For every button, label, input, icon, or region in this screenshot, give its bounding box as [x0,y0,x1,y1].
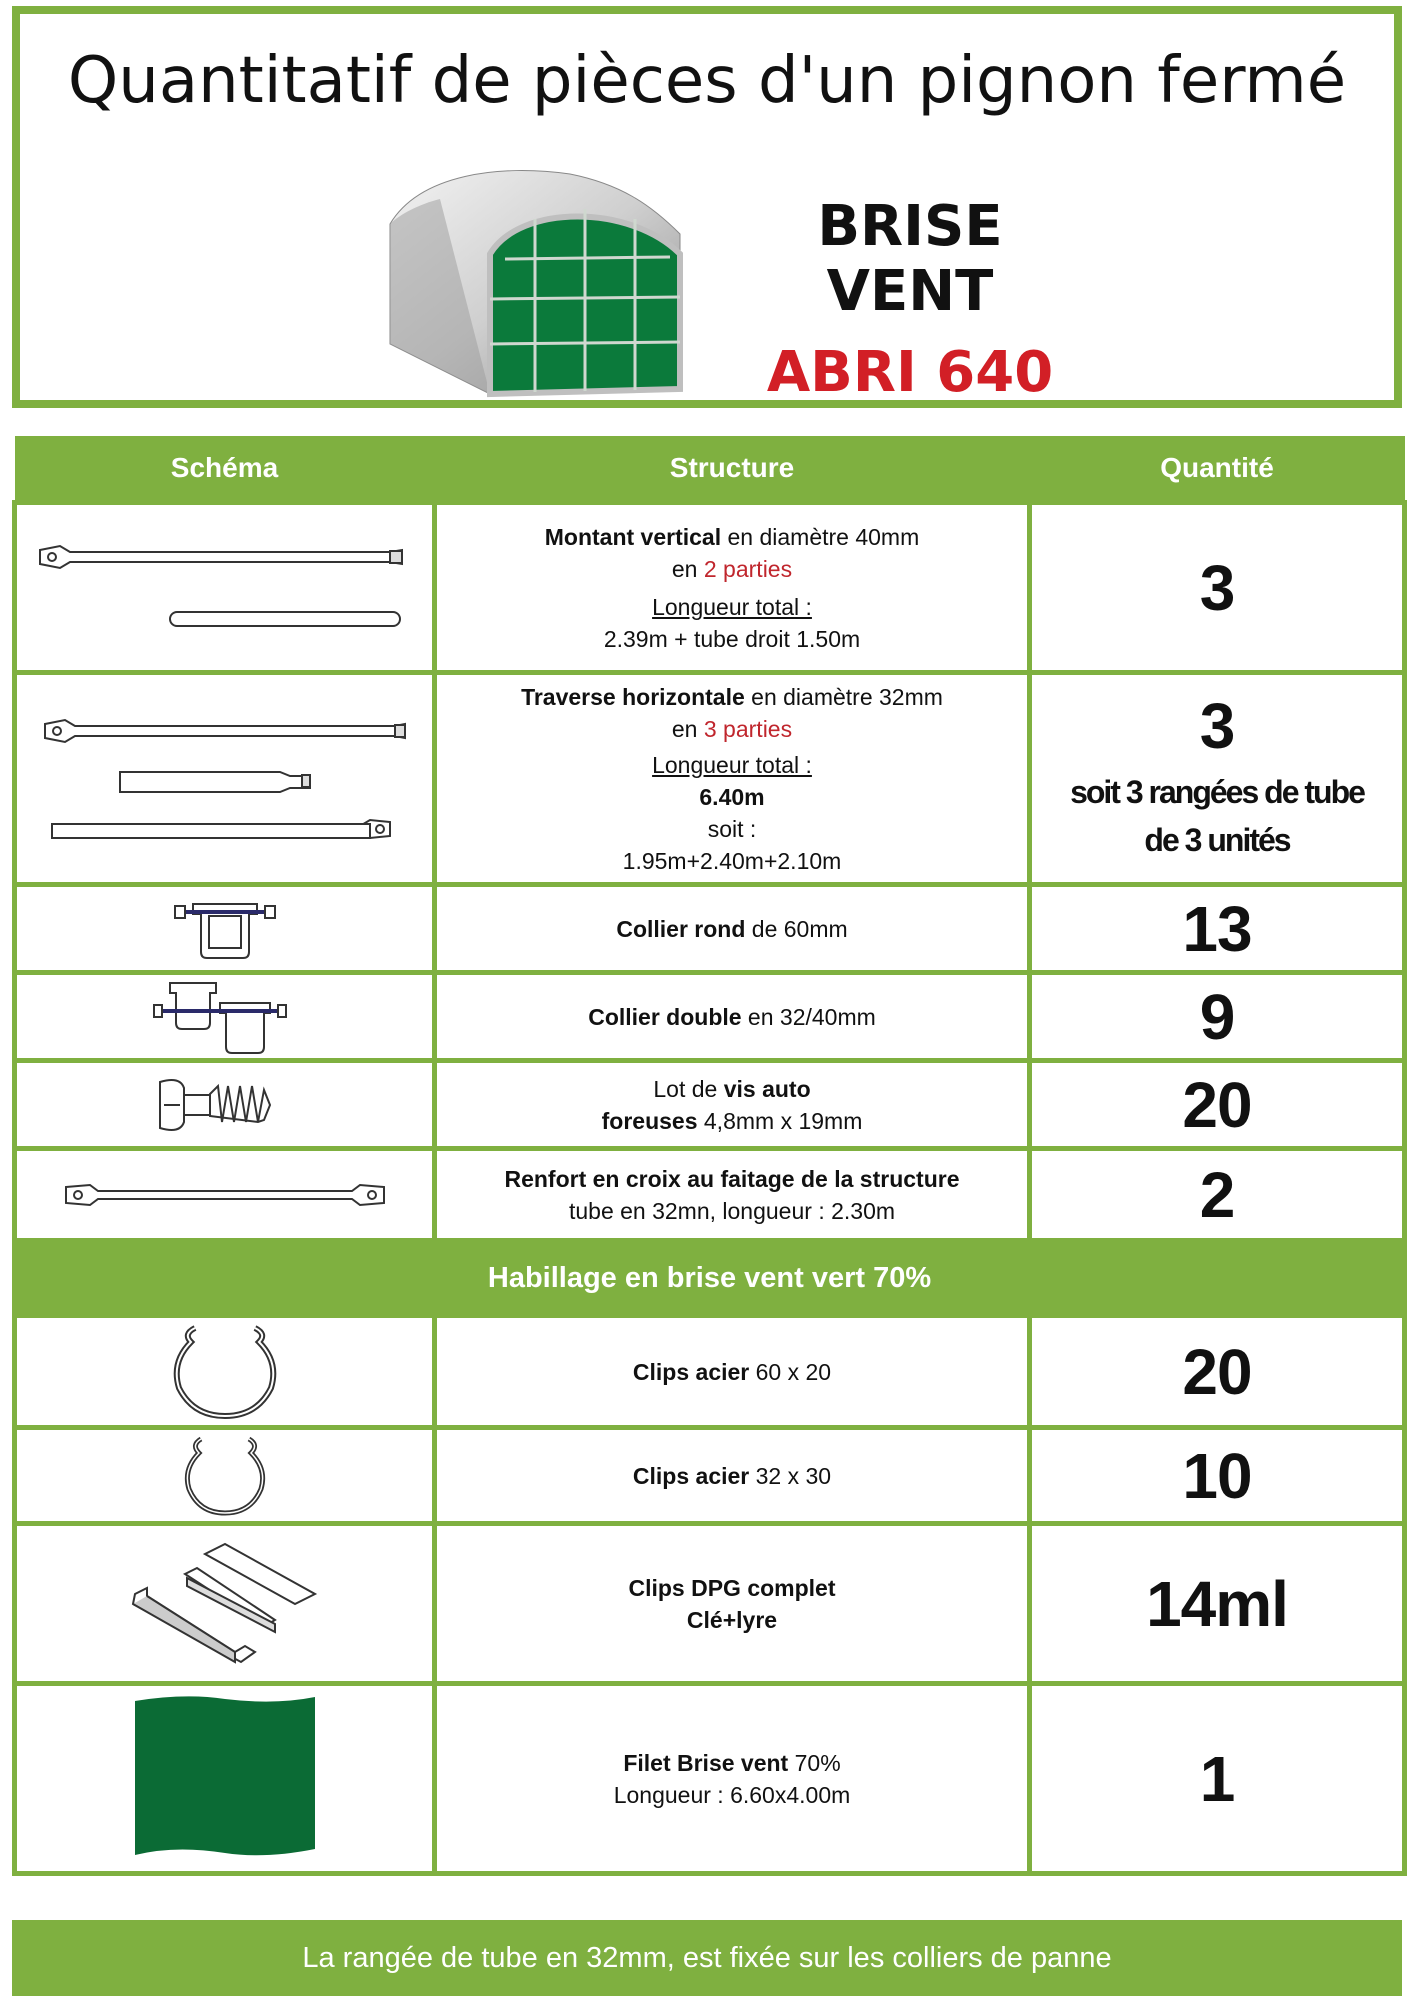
table-row [15,1524,1405,1684]
structure-cell [435,1061,1030,1149]
schema-cell [15,1316,435,1428]
quantity-value: 2 [1199,1158,1235,1231]
row-bold: Collier double [588,1003,742,1030]
row-text: de 60mm [745,915,848,942]
quantity-cell [1030,1149,1405,1241]
schema-cell [15,1684,435,1874]
row-line2-bold: Clé+lyre [686,1606,778,1633]
header-quantity: Quantité [1030,436,1405,503]
cross-brace-icon [60,1175,390,1215]
section-row [15,1241,1405,1316]
quantity-cell [1030,1524,1405,1684]
row-line4: 2.39m + tube droit 1.50m [603,625,861,652]
round-clamp-icon [165,894,285,964]
row-line2-red: 2 parties [703,555,793,582]
row-text: en diamètre 40mm [721,523,920,550]
steel-clip-small-icon [175,1433,275,1519]
schema-cell [15,503,435,673]
structure-cell [435,1684,1030,1874]
row-line1-pre: Lot de [653,1075,724,1102]
quantity-note-1: soit 3 rangées de tube [1070,773,1364,810]
quantity-value: 13 [1182,892,1252,965]
table-header-row [15,436,1405,503]
row-line2-red: 3 parties [703,715,793,742]
quantity-note-2: de 3 unités [1144,821,1290,858]
page-title: Quantitatif de pièces d'un pignon fermé [67,44,1347,118]
quantity-cell [1030,503,1405,673]
table-row [15,973,1405,1061]
row-line6: 1.95m+2.40m+2.10m [622,847,842,874]
structure-cell [435,1149,1030,1241]
brand-line1: BRISE VENT [817,194,1003,324]
structure-cell [435,1428,1030,1524]
footer-note: La rangée de tube en 32mm, est fixée sur les colliers de panne [12,1920,1402,1996]
structure-cell [435,973,1030,1061]
structure-cell [435,1524,1030,1684]
quantity-value: 9 [1199,980,1235,1053]
quantity-value: 10 [1182,1439,1252,1512]
quantity-cell [1030,1428,1405,1524]
row-line4: 6.40m [699,783,765,810]
structure-cell [435,1316,1030,1428]
row-text: en diamètre 32mm [744,683,943,710]
row-bold: Clips acier [632,1358,750,1385]
header-panel [12,6,1402,408]
row-line2: tube en 32mn, longueur : 2.30m [568,1197,896,1224]
brand-line2: ABRI 640 [766,340,1054,405]
quantity-cell [1030,1316,1405,1428]
row-line1-bold: Filet Brise vent [623,1749,789,1776]
parts-table [12,436,1407,1876]
horizontal-crossbar-icon [30,704,420,854]
row-line1-bold: Clips DPG complet [628,1574,836,1601]
section-label: Habillage en brise vent vert 70% [15,1241,1405,1316]
shelter-illustration [380,164,710,404]
row-line1-bold: Renfort en croix au faitage de la structure [504,1165,960,1192]
row-text: 60 x 20 [749,1358,832,1385]
table-row [15,1428,1405,1524]
row-line3: Longueur total : [652,751,812,778]
row-line2-pre: en [671,555,704,582]
table-row [15,503,1405,673]
row-line1-bold: vis auto [723,1075,811,1102]
row-text: 32 x 30 [749,1462,832,1489]
structure-cell [435,673,1030,885]
header-structure: Structure [435,436,1030,503]
quantity-cell [1030,885,1405,973]
schema-cell [15,1061,435,1149]
quantity-cell [1030,1061,1405,1149]
schema-cell [15,1524,435,1684]
table-row [15,1149,1405,1241]
row-text: en 32/40mm [741,1003,876,1030]
schema-cell [15,673,435,885]
header-schema: Schéma [15,436,435,503]
double-clamp-icon [150,977,300,1057]
schema-cell [15,973,435,1061]
table-row [15,1684,1405,1874]
quantity-value: 20 [1182,1068,1252,1141]
self-drilling-screw-icon [150,1072,300,1138]
vertical-post-icon [30,528,420,648]
quantity-cell [1030,1684,1405,1874]
row-line2: 4,8mm x 19mm [697,1107,863,1134]
quantity-value: 14ml [1146,1567,1288,1640]
table-row [15,673,1405,885]
row-line5: soit : [707,815,757,842]
structure-cell [435,885,1030,973]
row-line2: Longueur : 6.60x4.00m [613,1781,851,1808]
quantity-value: 1 [1199,1742,1235,1815]
row-line1: 70% [788,1749,841,1776]
quantity-value: 20 [1182,1335,1252,1408]
schema-cell [15,1149,435,1241]
table-row [15,1316,1405,1428]
quantity-value: 3 [1199,551,1235,624]
schema-cell [15,1428,435,1524]
row-bold: Traverse horizontale [521,683,745,710]
row-bold: Collier rond [616,915,746,942]
steel-clip-large-icon [165,1322,285,1422]
row-line3: Longueur total : [652,593,812,620]
parts-table-wrapper [12,436,1402,1876]
brand-block [740,194,1080,405]
row-line2-pre: en [671,715,704,742]
quantity-value: 3 [1199,689,1235,762]
dpg-clip-profile-icon [125,1534,325,1674]
schema-cell [15,885,435,973]
table-row [15,1061,1405,1149]
quantity-cell [1030,673,1405,885]
table-row [15,885,1405,973]
windbreak-net-icon [125,1693,325,1865]
structure-cell [435,503,1030,673]
row-bold: Clips acier [632,1462,750,1489]
row-line2-bold: foreuses [601,1107,698,1134]
quantity-cell [1030,973,1405,1061]
row-bold: Montant vertical [544,523,722,550]
